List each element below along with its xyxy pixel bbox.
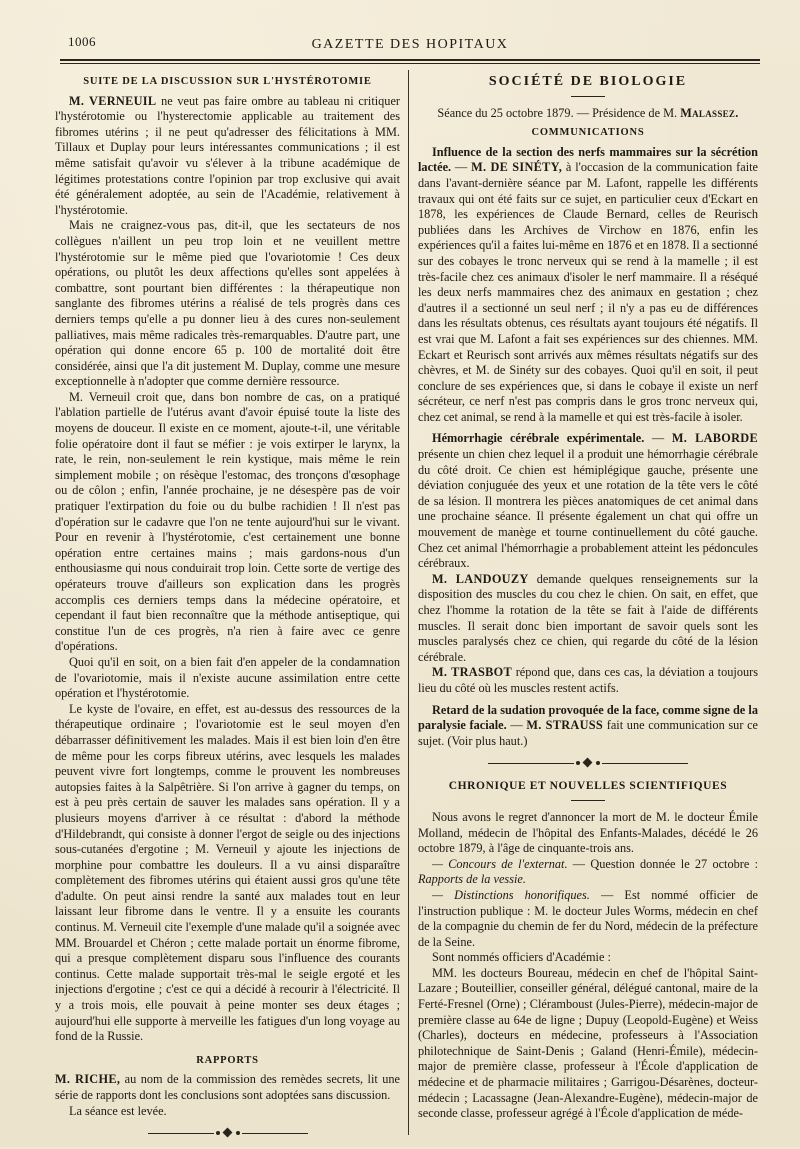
paragraph: Nous avons le regret d'annoncer la mort de M. le docteur Émile Molland, médecin de l'hôpital des Enfants-Malades, décédé le 26 octobre 1879, à l'âge de cinquante-trois ans. xyxy=(418,809,758,856)
speaker-name: M. DE SINÉTY, xyxy=(471,160,563,175)
paragraph xyxy=(418,703,758,750)
right-column xyxy=(418,72,758,1122)
paragraph xyxy=(418,145,758,426)
paragraph: Mais ne craignez-vous pas, dit-il, que les sectateurs de nos collègues n'aillent un peu trop loin et ne veuillent mettre l'hystérotomie sur le même pied que l'ovariotomie ! Ces deux opérations, ou plutôt les deux affections qu'elles sont appelées à combattre, sont pourtant bien différentes : la thérapeutique non sanglante des fibromes utérins a réalisé de tels progrès dans ces derniers temps qu'elle a pu donner lieu à des cures non-seulement palliatives, mais même radicales très-remarquables. D'autre part, une opération qui donne encore 65 p. 100 de mortalité doit être considérée, ainsi que l'a dit justement M. Duplay, comme une mesure exceptionnelle à n'adopter que comme dernière ressource. xyxy=(55,218,400,389)
paragraph-text: ne veut pas faire ombre au tableau ni critiquer l'hystérotomie ou l'hysterectomie applicable au traitement des fibromes utérins ; il ne peut qu'adresser des félicitations à MM. Tillaux et Duplay pour leurs intéressantes communications ; il est même satisfait qu'avoir vu s'élever à la tribune académique de légitimes protestations contre l'opinion par trop exclusive qui avait été généralement adoptée, au sein de l'Académie, relativement à l'hystérotomie. xyxy=(55,93,401,217)
dash: — xyxy=(451,160,472,175)
section-title-biologie: SOCIÉTÉ DE BIOLOGIE xyxy=(488,74,688,89)
short-rule xyxy=(571,96,605,97)
left-column xyxy=(55,72,400,1149)
header-rule-thin xyxy=(60,63,760,64)
section-title-chronique: CHRONIQUE ET NOUVELLES SCIENTIFIQUES xyxy=(448,780,728,793)
speaker-name: M. RICHE, xyxy=(55,1072,121,1087)
page-number: 1006 xyxy=(68,34,96,49)
ornament-divider xyxy=(148,1127,308,1141)
paragraph-lead: Retard de la sudation provoquée de la face, comme signe de la paralysie faciale. xyxy=(418,702,758,733)
paragraph-lead: — Concours de l'externat. xyxy=(432,856,568,871)
speaker-name: M. VERNEUIL xyxy=(69,93,157,108)
paragraph: Le kyste de l'ovaire, en effet, est au-dessus des ressources de la thérapeutique ordinaire ; l'ovariotomie est le seul moyen d'en débarrasser définitivement les malades. Mais il est bien loin d'en être de même pour les corps fibreux utérins, avec lesquels les malades peuvent vivre fort longtemps, comme le prouvent les nombreuses autopsies faites à la Salpêtrière. Si l'on arrive à gagner du temps, on est à peu près certain de sauver les malades sans opération. Il y a plusieurs moyens d'arriver à ce résultat : d'abord la méthode d'Hildebrandt, qui consiste à donner l'ergot de seigle ou des injections sous-cutanées d'ergotine ; M. Verneuil y ajoute les injections de morphine pour combattre les douleurs. Il a vu ainsi disparaître complètement des fibromes utérins qui étaient aussi gros qu'une tête d'adulte. On peut ainsi rendre la santé aux malades tout en leur laissant leur fibrome dans le ventre. Il y a ensuite les courants continus. M. Verneuil cite l'exemple d'une malade qu'il a soignée avec MM. Brouardel et Chéron ; cette malade portait un énorme fibrome, qui a presque complètement disparu sous l'influence des courants continus. Cette malade supportait très-mal le seigle ergoté et les injections d'ergotine ; c'est ce qui a décidé à recourir à l'électricité. Il y a trois mois, elle pouvait à peine monter ses deux étages ; aujourd'hui elle supporte à merveille les fatigues d'un long voyage au fond de la Russie. xyxy=(55,701,400,1044)
paragraph xyxy=(55,94,400,219)
short-rule xyxy=(571,800,605,801)
paragraph: M. Verneuil croit que, dans bon nombre de cas, on a pratiqué l'ablation partielle de l'utérus avant d'avoir épuisé toute la liste des moyens de douceur. Il existe en ce moment, ajoute-t-il, une véritable folie opératoire dont il faut se méfier : je vois extirper le larynx, la rate, le rein, non-seulement le rein kystique, mais même le rein simplement mobile ; on résèque l'estomac, des tronçons d'œsophage ou de côlon ; enfin, l'année prochaine, je ne désespère pas de voir pratiquer l'extirpation du foie ou du bulbe rachidien ! Il n'est pas d'opération sur le cadavre que l'on ne tente aujourd'hui sur le vivant. Pour en revenir à l'hystérotomie, c'est certainement une bonne opération entre certaines mains ; mais gardons-nous d'un enthousiasme qui nous conduirait trop loin. Cette sorte de vertige des opérateurs trouve d'ailleurs son explication dans les progrès accomplis ces derniers temps dans la médecine opératoire, et cependant il faut bien reconnaître que la méthode antiseptique, qui constitue l'un de ces progrès, n'a rien à faire avec ce genre d'opérations. xyxy=(55,389,400,654)
paragraph-lead: Hémorrhagie cérébrale expérimentale. xyxy=(432,431,645,446)
journal-title: GAZETTE DES HOPITAUX xyxy=(311,37,509,52)
paragraph-text: demande quelques renseignements sur la disposition des muscles du cou chez le chien. On sait, en effet, que chez l'homme la rotation de la tête se fait à l'aide de différents muscles. Il serait donc bien important de savoir quels sont les muscles paralysés chez ce chien, qui regarde du côté de la lésion cérébrale. xyxy=(418,571,758,664)
header-rule xyxy=(60,59,760,61)
question-title: Rapports de la vessie. xyxy=(418,872,526,887)
paragraph xyxy=(418,665,758,696)
paragraph: MM. les docteurs Boureau, médecin en chef de l'hôpital Saint-Lazare ; Bouteillier, conseiller général, délégué cantonal, maire de la Ferté-Fresnel (Orne) ; Cléramboust (Jules-Pierre), médecin-major de première classe au 64e de ligne ; Dupuy (Leopold-Eugène) et Weiss (Charles), docteurs en médecine, professeurs à l'Association philotechnique de Saint-Denis ; Galand (Henri-Émile), médecin-major de première classe, professeur à l'École d'application de médecine et de pharmacie militaires ; Garrigou-Désarènes, docteur-médecin ; Lacassagne (Jean-Alexandre-Eugène), médecin-major de seconde classe, professeur agrégé à l'École d'application de méde- xyxy=(418,965,758,1121)
paragraph xyxy=(418,888,758,950)
speaker-name: M. STRAUSS xyxy=(526,718,604,733)
seance-line xyxy=(418,106,758,122)
paragraph-text: à l'occasion de la communication faite dans l'avant-dernière séance par M. Lafont, rappelle les différents travaux qui ont été faits sur ce sujet, en particulier ceux d'Eckart en 1878, les expériences de Claude Bernard, celles de Reurisch publiées dans les Archives de Virchow en 1876, enfin les expériences qu'il a faites lui-même en 1876 et en 1878. Il a sectionné sur des cobayes le tronc nerveux qui se rend à la mamelle ; il est très-facile chez ces animaux d'isoler le nerf mammaire. Il a réséqué les deux nerfs mammaires chez des animaux en gestation ; chez d'autres il a sectionné un seul nerf ; il n'y a pas eu de différences dans les résultats obtenus, ces résultats ayant toujours été négatifs. Il est vrai que M. Lafont a fait ses expériences sur des chiennes. MM. Eckart et Reurisch sont arrivés aux mêmes résultats négatifs sur des chèvres, et M. de Sinéty sur des cobayes. Quoi qu'il en soit, il peut conclure de ses expériences que, si dans le cobaye il existe un nerf sécréteur, ce nerf n'est pas compris dans le gros tronc nerveux qui, chez cet animal, se rend à la mamelle et qui est très-facile à isoler. xyxy=(418,160,758,424)
seance-text: Séance du 25 octobre 1879. — Présidence de M. xyxy=(437,105,681,120)
paragraph: Sont nommés officiers d'Académie : xyxy=(432,950,611,965)
communications-heading: COMMUNICATIONS xyxy=(531,127,645,139)
paragraph-text: — Est nommé officier de l'instruction publique : M. le docteur Jules Worms, médecin en chef de la compagnie du chemin de fer du Nord, médecin de la préfecture de la Seine. xyxy=(418,887,758,949)
paragraph: La séance est levée. xyxy=(69,1103,167,1118)
paragraph-text: au nom de la commission des remèdes secrets, lit une série de rapports dont les conclusions sont adoptées sans discussion. xyxy=(55,1072,400,1102)
speaker-name: M. TRASBOT xyxy=(432,665,512,680)
section-title-rapports: RAPPORTS xyxy=(196,1054,259,1066)
paragraph-text: répond que, dans ces cas, la déviation a toujours lieu du côté où les muscles restent actifs. xyxy=(418,665,758,695)
paragraph xyxy=(418,572,758,666)
paragraph-text: fait une communication sur ce sujet. (Voir plus haut.) xyxy=(418,718,759,748)
speaker-name: M. LABORDE xyxy=(671,431,758,446)
paragraph xyxy=(55,1072,400,1103)
column-divider xyxy=(408,70,409,1135)
paragraph-lead: — Distinctions honorifiques. xyxy=(432,887,590,902)
paragraph xyxy=(418,431,758,571)
president-name: Malassez. xyxy=(680,105,739,120)
paragraph xyxy=(418,857,758,888)
dash: — xyxy=(644,431,672,446)
ornament-divider xyxy=(488,757,688,771)
paragraph-text: présente un chien chez lequel il a produit une hémorrhagie cérébrale du côté droit. Ce chien est hémiplégique gauche, présente une déviation conjuguée des yeux et une rotation de la tête vers le côté de sa lésion. Il montrera les pièces anatomiques de cet animal dans une prochaine séance. Il présente également un chat qui offre un mouvement de manège et tourne continuellement du côté gauche. Chez cet animal l'hémorrhagie a probablement atteint les pédoncules cérébraux. xyxy=(418,447,758,571)
running-header xyxy=(60,34,760,58)
section-title-hysterotomie: SUITE DE LA DISCUSSION SUR L'HYSTÉROTOMIE xyxy=(83,76,372,87)
paragraph-lead: Influence de la section des nerfs mammaires sur la sécrétion lactée. xyxy=(418,144,758,175)
speaker-name: M. LANDOUZY xyxy=(432,571,529,586)
dash: — xyxy=(506,718,527,733)
paragraph: Quoi qu'il en soit, on a bien fait d'en appeler de la condamnation de l'ovariotomie, mais il n'existe aucune assimilation entre cette opération et l'hystérotomie. xyxy=(55,654,400,701)
paragraph-text: — Question donnée le 27 octobre : xyxy=(567,856,758,871)
